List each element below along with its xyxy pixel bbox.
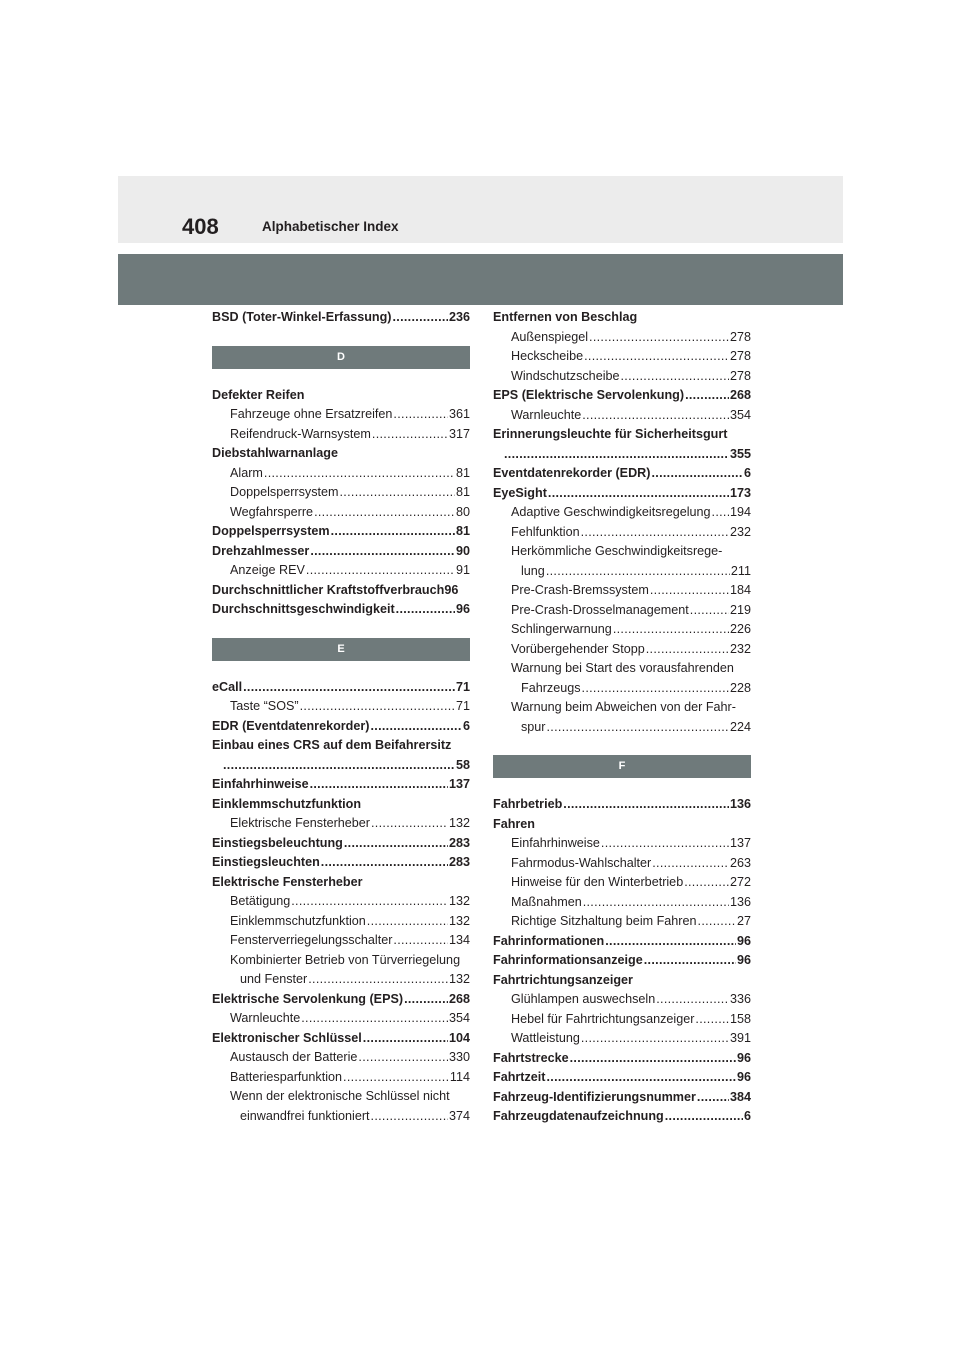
index-heading: Diebstahlwarnanlage xyxy=(212,446,338,460)
index-heading: Erinnerungsleuchte für Sicherheitsgurt xyxy=(493,427,728,441)
index-subentry: Fahrmodus-Wahlschalter ..... 263 xyxy=(493,854,751,874)
section-letter-e: E xyxy=(212,638,470,661)
index-subentry: Doppelsperrsystem ..... 81 xyxy=(212,483,470,503)
index-subentry: Windschutzscheibe ..... 278 xyxy=(493,367,751,387)
index-subentry: Wegfahrsperre ..... 80 xyxy=(212,503,470,523)
header-bar xyxy=(118,254,843,305)
index-entry: Durchschnittlicher Kraftstoffverbrauch 96 xyxy=(212,582,459,597)
section-letter-f: F xyxy=(493,755,751,778)
index-entry: Fahrinformationen ..... 96 xyxy=(493,932,751,952)
index-entry: BSD (Toter-Winkel-Erfassung) ..... 236 xyxy=(212,308,470,328)
index-entry: EPS (Elektrische Servolenkung) ..... 268 xyxy=(493,386,751,406)
index-heading: Fahrtrichtungsanzeiger xyxy=(493,972,633,987)
index-entry: Doppelsperrsystem ..... 81 xyxy=(212,522,470,542)
index-subentry: Betätigung ..... 132 xyxy=(212,892,470,912)
index-entry: Drehzahlmesser ..... 90 xyxy=(212,542,470,562)
index-subentry: Heckscheibe ..... 278 xyxy=(493,347,751,367)
index-entry: Einstiegsleuchten ..... 283 xyxy=(212,853,470,873)
index-entry-continuation: ..... 58 xyxy=(212,756,470,776)
index-subentry: Hebel für Fahrtrichtungsanzeiger ..... 158 xyxy=(493,1010,751,1030)
index-heading: Einbau eines CRS auf dem Beifahrersitz xyxy=(212,738,452,752)
index-subentry-text: Kombinierter Betrieb von Türverriegelung xyxy=(230,952,461,967)
index-subentry: Taste “SOS” ..... 71 xyxy=(212,697,470,717)
index-entry: Fahrbetrieb ..... 136 xyxy=(493,795,751,815)
index-subentry: Pre-Crash-Bremssystem ..... 184 xyxy=(493,581,751,601)
index-subentry-continuation: Fahrzeugs ..... 228 xyxy=(493,679,751,699)
index-subentry: Elektrische Fensterheber ..... 132 xyxy=(212,814,470,834)
index-entry: Fahrzeugdatenaufzeichnung ..... 6 xyxy=(493,1107,751,1127)
section-letter-d: D xyxy=(212,346,470,369)
index-subentry-continuation: und Fenster ..... 132 xyxy=(212,970,470,990)
index-subentry: Vorübergehender Stopp ..... 232 xyxy=(493,640,751,660)
index-subentry-text: Herkömmliche Geschwindigkeitsrege- xyxy=(511,544,723,558)
index-subentry-text: Warnung bei Start des vorausfahrenden xyxy=(511,661,734,675)
index-entry: Fahrtstrecke ..... 96 xyxy=(493,1049,751,1069)
index-entry: Einstiegsbeleuchtung ..... 283 xyxy=(212,834,470,854)
index-subentry: Warnleuchte ..... 354 xyxy=(212,1009,470,1029)
index-heading: Fahren xyxy=(493,816,535,831)
index-heading: Defekter Reifen xyxy=(212,387,305,402)
index-subentry: Fensterverriegelungsschalter ..... 134 xyxy=(212,931,470,951)
index-entry: EDR (Eventdatenrekorder) ..... 6 xyxy=(212,717,470,737)
index-column-right xyxy=(493,308,751,1127)
page-number: 408 xyxy=(182,214,219,239)
index-subentry: Reifendruck-Warnsystem ..... 317 xyxy=(212,425,470,445)
index-heading: Einklemmschutzfunktion xyxy=(212,796,362,811)
index-entry: Fahrtzeit ..... 96 xyxy=(493,1068,751,1088)
index-subentry-continuation: einwandfrei funktioniert ..... 374 xyxy=(212,1107,470,1127)
index-subentry: Pre-Crash-Drosselmanagement ..... 219 xyxy=(493,601,751,621)
index-subentry: Batteriesparfunktion ..... 114 xyxy=(212,1068,470,1088)
index-subentry: Warnleuchte ..... 354 xyxy=(493,406,751,426)
index-subentry: Fahrzeuge ohne Ersatzreifen ..... 361 xyxy=(212,405,470,425)
index-entry: EyeSight ..... 173 xyxy=(493,484,751,504)
index-subentry: Wattleistung ..... 391 xyxy=(493,1029,751,1049)
index-subentry: Glühlampen auswechseln ..... 336 xyxy=(493,990,751,1010)
index-entry: Durchschnittsgeschwindigkeit ..... 96 xyxy=(212,600,470,620)
index-subentry: Austausch der Batterie ..... 330 xyxy=(212,1048,470,1068)
index-subentry-continuation: lung ..... 211 xyxy=(493,562,751,582)
index-subentry: Anzeige REV ..... 91 xyxy=(212,561,470,581)
index-subentry: Außenspiegel ..... 278 xyxy=(493,328,751,348)
index-subentry: Fehlfunktion ..... 232 xyxy=(493,523,751,543)
index-subentry-continuation: spur ..... 224 xyxy=(493,718,751,738)
index-entry: Fahrinformationsanzeige ..... 96 xyxy=(493,951,751,971)
index-subentry: Einfahrhinweise ..... 137 xyxy=(493,834,751,854)
index-subentry: Richtige Sitzhaltung beim Fahren ..... 27 xyxy=(493,912,751,932)
index-heading: Elektrische Fensterheber xyxy=(212,874,363,889)
index-entry: Fahrzeug-Identifizierungsnummer ..... 384 xyxy=(493,1088,751,1108)
index-entry-continuation: ..... 355 xyxy=(493,445,751,465)
index-subentry: Adaptive Geschwindigkeitsregelung ..... 194 xyxy=(493,503,751,523)
header-band xyxy=(118,176,843,243)
index-subentry-text: Warnung beim Abweichen von der Fahr- xyxy=(511,700,736,714)
index-entry: Einfahrhinweise ..... 137 xyxy=(212,775,470,795)
index-subentry: Maßnahmen ..... 136 xyxy=(493,893,751,913)
page-title: Alphabetischer Index xyxy=(262,219,399,234)
index-subentry: Schlingerwarnung ..... 226 xyxy=(493,620,751,640)
index-subentry: Hinweise für den Winterbetrieb ..... 272 xyxy=(493,873,751,893)
index-heading: Entfernen von Beschlag xyxy=(493,310,638,324)
index-subentry: Einklemmschutzfunktion ..... 132 xyxy=(212,912,470,932)
index-entry: Elektrische Servolenkung (EPS) ..... 268 xyxy=(212,990,470,1010)
index-subentry-text: Wenn der elektronische Schlüssel nicht xyxy=(230,1089,450,1103)
index-entry: Eventdatenrekorder (EDR) ..... 6 xyxy=(493,464,751,484)
index-subentry: Alarm ..... 81 xyxy=(212,464,470,484)
index-entry: Elektronischer Schlüssel ..... 104 xyxy=(212,1029,470,1049)
index-column-left xyxy=(212,308,470,1126)
index-entry: eCall ..... 71 xyxy=(212,678,470,698)
